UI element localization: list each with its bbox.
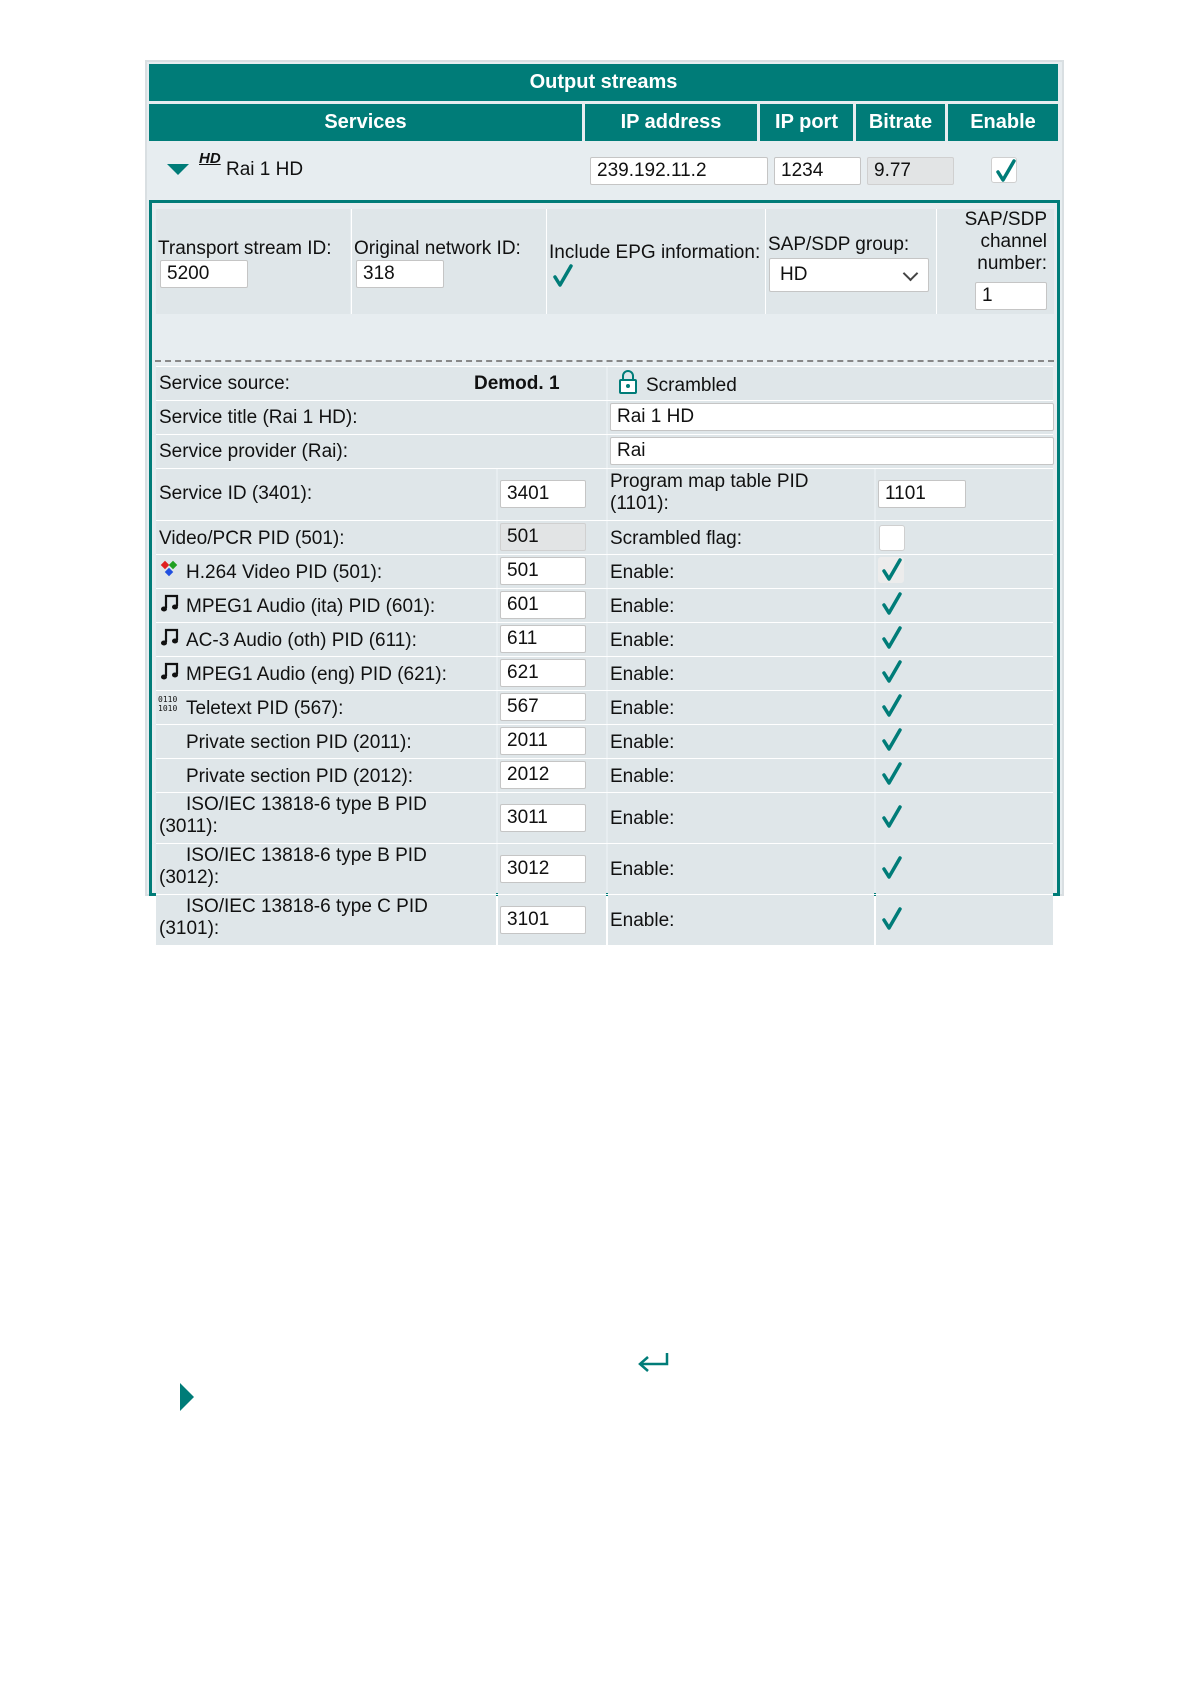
pid-row <box>156 656 1053 690</box>
lock-icon <box>617 369 639 395</box>
service-title-label: Service title (Rai 1 HD): <box>159 407 358 428</box>
pid-row <box>156 724 1053 758</box>
pid-enable-checkbox[interactable] <box>878 557 904 583</box>
pmt-pid-label: Program map table PID (1101): <box>610 471 809 514</box>
column-header-enable: Enable <box>948 104 1058 141</box>
pid-enable-checkbox[interactable] <box>878 659 904 685</box>
expand-triangle-icon[interactable] <box>180 1383 194 1411</box>
pid-enable-checkbox[interactable] <box>878 906 904 932</box>
pid-enable-label: Enable: <box>610 562 675 583</box>
scrambled-flag-checkbox[interactable] <box>879 525 905 551</box>
pid-label: ISO/IEC 13818-6 type B PID (3011): <box>159 794 427 837</box>
pid-input[interactable] <box>500 804 586 832</box>
pid-enable-checkbox[interactable] <box>878 855 904 881</box>
checkmark-icon <box>881 557 903 583</box>
epg-checkbox[interactable] <box>549 263 575 289</box>
service-id-label: Service ID (3401): <box>159 483 313 504</box>
pid-row <box>156 588 1053 622</box>
pid-label: AC-3 Audio (oth) PID (611): <box>186 630 417 651</box>
pid-label: H.264 Video PID (501): <box>186 562 383 583</box>
pid-enable-label: Enable: <box>610 732 675 753</box>
checkmark-icon <box>881 855 903 881</box>
service-enable-checkbox[interactable] <box>991 157 1017 183</box>
pid-row <box>156 554 1053 588</box>
pid-label: MPEG1 Audio (eng) PID (621): <box>186 664 447 685</box>
pid-enable-checkbox[interactable] <box>878 693 904 719</box>
column-header-ip-address: IP address <box>585 104 757 141</box>
pid-label: ISO/IEC 13818-6 type C PID (3101): <box>159 896 428 939</box>
pmt-pid-input[interactable] <box>878 480 966 508</box>
column-header-ip-port: IP port <box>760 104 853 141</box>
pid-enable-label: Enable: <box>610 664 675 685</box>
service-title-input[interactable] <box>610 403 1054 431</box>
panel-title: Output streams <box>149 64 1058 101</box>
pid-enable-label: Enable: <box>610 698 675 719</box>
service-detail-panel <box>149 200 1060 939</box>
return-icon[interactable] <box>634 1350 670 1376</box>
epg-label: Include EPG information: <box>549 242 761 263</box>
onid-cell <box>351 209 546 314</box>
hd-icon: HD <box>199 150 221 167</box>
service-name: Rai 1 HD <box>226 159 304 180</box>
checkmark-icon <box>881 804 903 830</box>
teletext-icon: 0110 1010 <box>158 695 178 713</box>
pid-input[interactable] <box>500 591 586 619</box>
checkmark-icon <box>881 761 903 787</box>
sap-group-cell <box>765 209 936 314</box>
pid-input[interactable] <box>500 727 586 755</box>
sap-group-select[interactable] <box>769 258 929 292</box>
output-streams-panel <box>145 60 1064 939</box>
checkmark-icon <box>881 625 903 651</box>
pid-row <box>156 894 1053 945</box>
service-source-label: Service source: <box>159 373 290 394</box>
pid-enable-label: Enable: <box>610 808 675 829</box>
ip-port-input[interactable] <box>774 157 861 185</box>
checkmark-icon <box>881 591 903 617</box>
pid-enable-label: Enable: <box>610 910 675 931</box>
chevron-down-icon <box>903 266 919 282</box>
sap-channel-cell <box>936 209 1054 314</box>
pid-label: Private section PID (2011): <box>186 732 412 753</box>
pid-input[interactable] <box>500 906 586 934</box>
service-source-value: Demod. 1 <box>474 373 560 394</box>
pid-input[interactable] <box>500 693 586 721</box>
bitrate-field <box>867 157 954 185</box>
pid-label: ISO/IEC 13818-6 type B PID (3012): <box>159 845 427 888</box>
pid-input[interactable] <box>500 761 586 789</box>
onid-label: Original network ID: <box>354 238 521 259</box>
checkmark-icon <box>881 906 903 932</box>
column-header-services: Services <box>149 104 582 141</box>
scrambled-flag-label: Scrambled flag: <box>610 528 743 549</box>
pid-row <box>156 843 1053 894</box>
pid-enable-label: Enable: <box>610 766 675 787</box>
ts-id-label: Transport stream ID: <box>158 238 332 259</box>
pcr-pid-label: Video/PCR PID (501): <box>159 528 345 549</box>
pid-row <box>156 758 1053 792</box>
video-icon <box>159 560 181 580</box>
ts-id-input[interactable] <box>160 260 248 288</box>
pid-input[interactable] <box>500 625 586 653</box>
music-note-icon <box>159 592 181 614</box>
pid-enable-label: Enable: <box>610 859 675 880</box>
column-header-bitrate: Bitrate <box>856 104 945 141</box>
sap-channel-label: SAP/SDP channel number: <box>964 209 1047 274</box>
checkmark-icon <box>881 659 903 685</box>
pid-enable-checkbox[interactable] <box>878 761 904 787</box>
pid-row <box>156 690 1053 724</box>
checkmark-icon <box>881 727 903 753</box>
service-provider-input[interactable] <box>610 437 1054 465</box>
checkmark-icon <box>552 263 574 289</box>
pid-row <box>156 792 1053 843</box>
music-note-icon <box>159 660 181 682</box>
music-note-icon <box>159 626 181 648</box>
onid-input[interactable] <box>356 260 444 288</box>
pid-label: Teletext PID (567): <box>186 698 344 719</box>
ip-address-input[interactable] <box>590 157 768 185</box>
pcr-pid-field <box>500 523 586 551</box>
checkmark-icon <box>881 693 903 719</box>
pid-enable-label: Enable: <box>610 630 675 651</box>
service-title-row <box>156 400 1053 434</box>
service-id-input[interactable] <box>500 480 586 508</box>
service-id-row <box>156 468 1053 520</box>
service-provider-label: Service provider (Rai): <box>159 441 348 462</box>
ts-id-cell <box>156 209 350 314</box>
section-divider <box>155 360 1054 362</box>
pid-input[interactable] <box>500 557 586 585</box>
pid-enable-checkbox[interactable] <box>878 625 904 651</box>
pid-label: Private section PID (2012): <box>186 766 414 787</box>
pid-enable-checkbox[interactable] <box>878 591 904 617</box>
pid-input[interactable] <box>500 855 586 883</box>
sap-channel-input[interactable] <box>975 282 1047 310</box>
epg-cell <box>546 209 765 314</box>
pid-enable-label: Enable: <box>610 596 675 617</box>
service-row <box>149 144 1058 198</box>
pid-row <box>156 622 1053 656</box>
sap-group-value: HD <box>780 264 808 285</box>
pid-input[interactable] <box>500 659 586 687</box>
service-provider-row <box>156 434 1053 468</box>
pid-enable-checkbox[interactable] <box>878 727 904 753</box>
pcr-pid-row <box>156 520 1053 554</box>
pid-label: MPEG1 Audio (ita) PID (601): <box>186 596 436 617</box>
collapse-triangle-icon[interactable] <box>167 164 189 175</box>
pid-enable-checkbox[interactable] <box>878 804 904 830</box>
scrambled-label: Scrambled <box>646 375 737 396</box>
checkmark-icon <box>995 158 1017 184</box>
sap-group-label: SAP/SDP group: <box>768 234 910 255</box>
service-source-row <box>156 366 1053 400</box>
